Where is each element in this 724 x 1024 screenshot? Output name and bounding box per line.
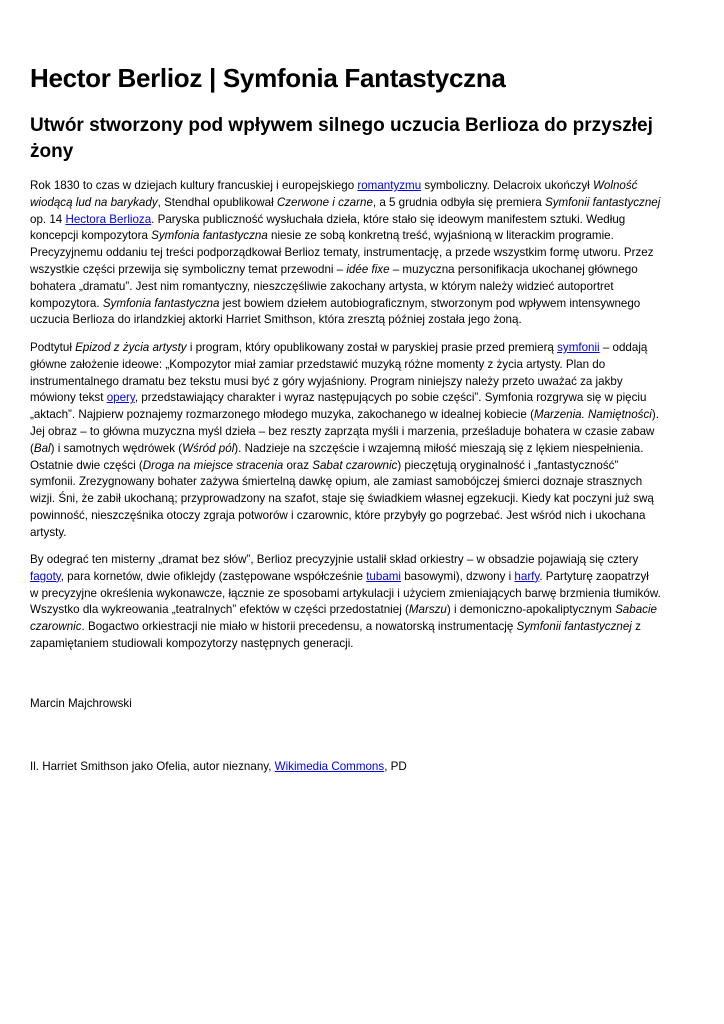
link-fagoty[interactable]: fagoty <box>30 569 61 583</box>
paragraph-1 <box>30 178 700 329</box>
p1-line: wszystkie części przewija się symboliczny temat przewodni – idée fixe – muzyczna personifikacja ukochanej głównego <box>30 262 638 276</box>
paragraph-3 <box>30 552 700 653</box>
p2-line: Jej obraz – to główna muzyczna myśl dzieła – bez reszty zaprząta myśli i marzenia, prześladuje bohatera w czasie zabaw <box>30 424 655 438</box>
subtitle-line-1: Utwór stworzony pod wpływem silnego uczucia Berlioza do przyszłej <box>30 115 653 136</box>
link-hectora-berlioza[interactable]: Hectora Berlioza <box>65 212 152 226</box>
link-harfy[interactable]: harfy <box>514 569 540 583</box>
p1-line: Precyzyjnemu oddaniu tej treści podporządkował Berlioz tematy, instrumentację, a przede wszystkim formę utworu. Przez <box>30 246 654 260</box>
p1-line: uczucia Berlioza do irlandzkiej aktorki Harriet Smithson, która zresztą później została jego żoną. <box>30 313 522 327</box>
p2-line: „aktach”. Najpierw poznajemy rozmarzonego młodego muzyka, zakochanego w idealnej kobiecie (Marzenia. Namiętności). <box>30 408 659 422</box>
link-wikimedia-commons[interactable]: Wikimedia Commons <box>274 760 385 773</box>
p1-line: op. 14 Hectora Berlioza. Paryska publiczność wysłuchała dzieła, które stało się ideowym manifestem sztuki. Według <box>30 212 626 226</box>
page-subtitle <box>30 113 680 165</box>
page-title: Hector Berlioz | Symfonia Fantastyczna <box>30 63 506 93</box>
p2-line: symfonii. Zrezygnowany bohater zażywa śmiertelną dawkę opium, ale zamiast samobójczej śmierci doznaje strasznych <box>30 475 643 489</box>
p3-line: Wszystko dla wykreowania „teatralnych” efektów w części przedostatniej (Marszu) i demoniczno-apokaliptycznym Sabacie <box>30 603 657 617</box>
author-signature: Marcin Majchrowski <box>30 697 132 710</box>
link-romantyzmu[interactable]: romantyzmu <box>357 179 422 192</box>
p1-line: bohatera „dramatu”. Jest nim romantyczny, nieszczęśliwie zakochany artysta, w którym należy widzieć autoportret <box>30 279 614 293</box>
p1-line: Rok 1830 to czas w dziejach kultury francuskiej i europejskiego romantyzmu symboliczny. Delacroix ukończył Wolność <box>30 179 638 192</box>
p3-line: czarownic. Bogactwo orkiestracji nie miało w historii precedensu, a nowatorską instrumentację Symfonii fantastycznej z <box>30 620 641 634</box>
p1-line: wiodącą lud na barykady, Stendhal opublikował Czerwone i czarne, a 5 grudnia odbyła się premiera Symfonii fantastycznej <box>30 195 661 209</box>
subtitle-line-2: żony <box>30 141 74 162</box>
p1-line: koncepcji kompozytora Symfonia fantastyczna niesie ze sobą konkretną treść, wyjaśnioną w literackim programie. <box>30 229 614 243</box>
p2-line: (Bal) i samotnych wędrówek (Wśród pól). Nadzieje na szczęście i wzajemną miłość mieszają się z lękiem niespełnienia. <box>30 441 644 455</box>
p2-line: główne założenie ideowe: „Kompozytor miał zamiar przedstawić muzyką różne momenty z życia artysty. Plan do <box>30 357 606 371</box>
p2-line: artysty. <box>30 525 67 539</box>
p3-line: w precyzyjne określenia wykonawcze, łącznie ze sposobami artykulacji i użyciem zmieniających barwę brzmienia tłumików. <box>30 586 661 600</box>
p2-line: Ostatnie dwie części (Droga na miejsce stracenia oraz Sabat czarownic) pieczętują oryginalność i „fantastyczność” <box>30 458 619 472</box>
paragraph-2 <box>30 340 700 542</box>
link-tubami[interactable]: tubami <box>366 569 402 583</box>
p3-line: By odegrać ten misterny „dramat bez słów”, Berlioz precyzyjnie ustalił skład orkiestry – w obsadzie pojawiają się cztery <box>30 553 639 566</box>
p1-line: kompozytora. Symfonia fantastyczna jest bowiem dziełem autobiograficznym, stworzonym pod wpływem intensywnego <box>30 296 641 310</box>
p2-line: mówiony tekst opery, przedstawiający charakter i wyraz następujących po sobie części”. Symfonia rozgrywa się w pięciu <box>30 391 647 405</box>
p2-line: wizji. Śni, że zabił ukochaną; przyprowadzony na szafot, staje się świadkiem własnej egzekucji. Kiedy kat poczyni już swą <box>30 492 654 506</box>
p2-line: powinność, nieszczęśnika otoczy zgraja potworów i czarownic, które przybyły go pogrzebać. Jest wśród nich i ukochana <box>30 508 646 522</box>
image-credit: Il. Harriet Smithson jako Ofelia, autor nieznany, Wikimedia Commons, PD <box>30 760 407 773</box>
link-opery[interactable]: opery <box>106 391 135 405</box>
link-symfonii[interactable]: symfonii <box>557 341 600 354</box>
p3-line: zapamiętaniem studiowali kompozytorzy następnych generacji. <box>30 636 354 650</box>
p2-line: instrumentalnego dramatu bez tekstu musi być z góry wyjaśniony. Program niniejszy należy przeto uważać za jakby <box>30 374 623 388</box>
p2-line: Podtytuł Epizod z życia artysty i program, który opublikowany został w paryskiej prasie przed premierą symfonii – oddają <box>30 341 648 354</box>
p3-line: fagoty, para kornetów, dwie ofiklejdy (zastępowane współcześnie tubami basowymi), dzwony i harfy. Partyturę zaopatrzył <box>30 569 649 583</box>
